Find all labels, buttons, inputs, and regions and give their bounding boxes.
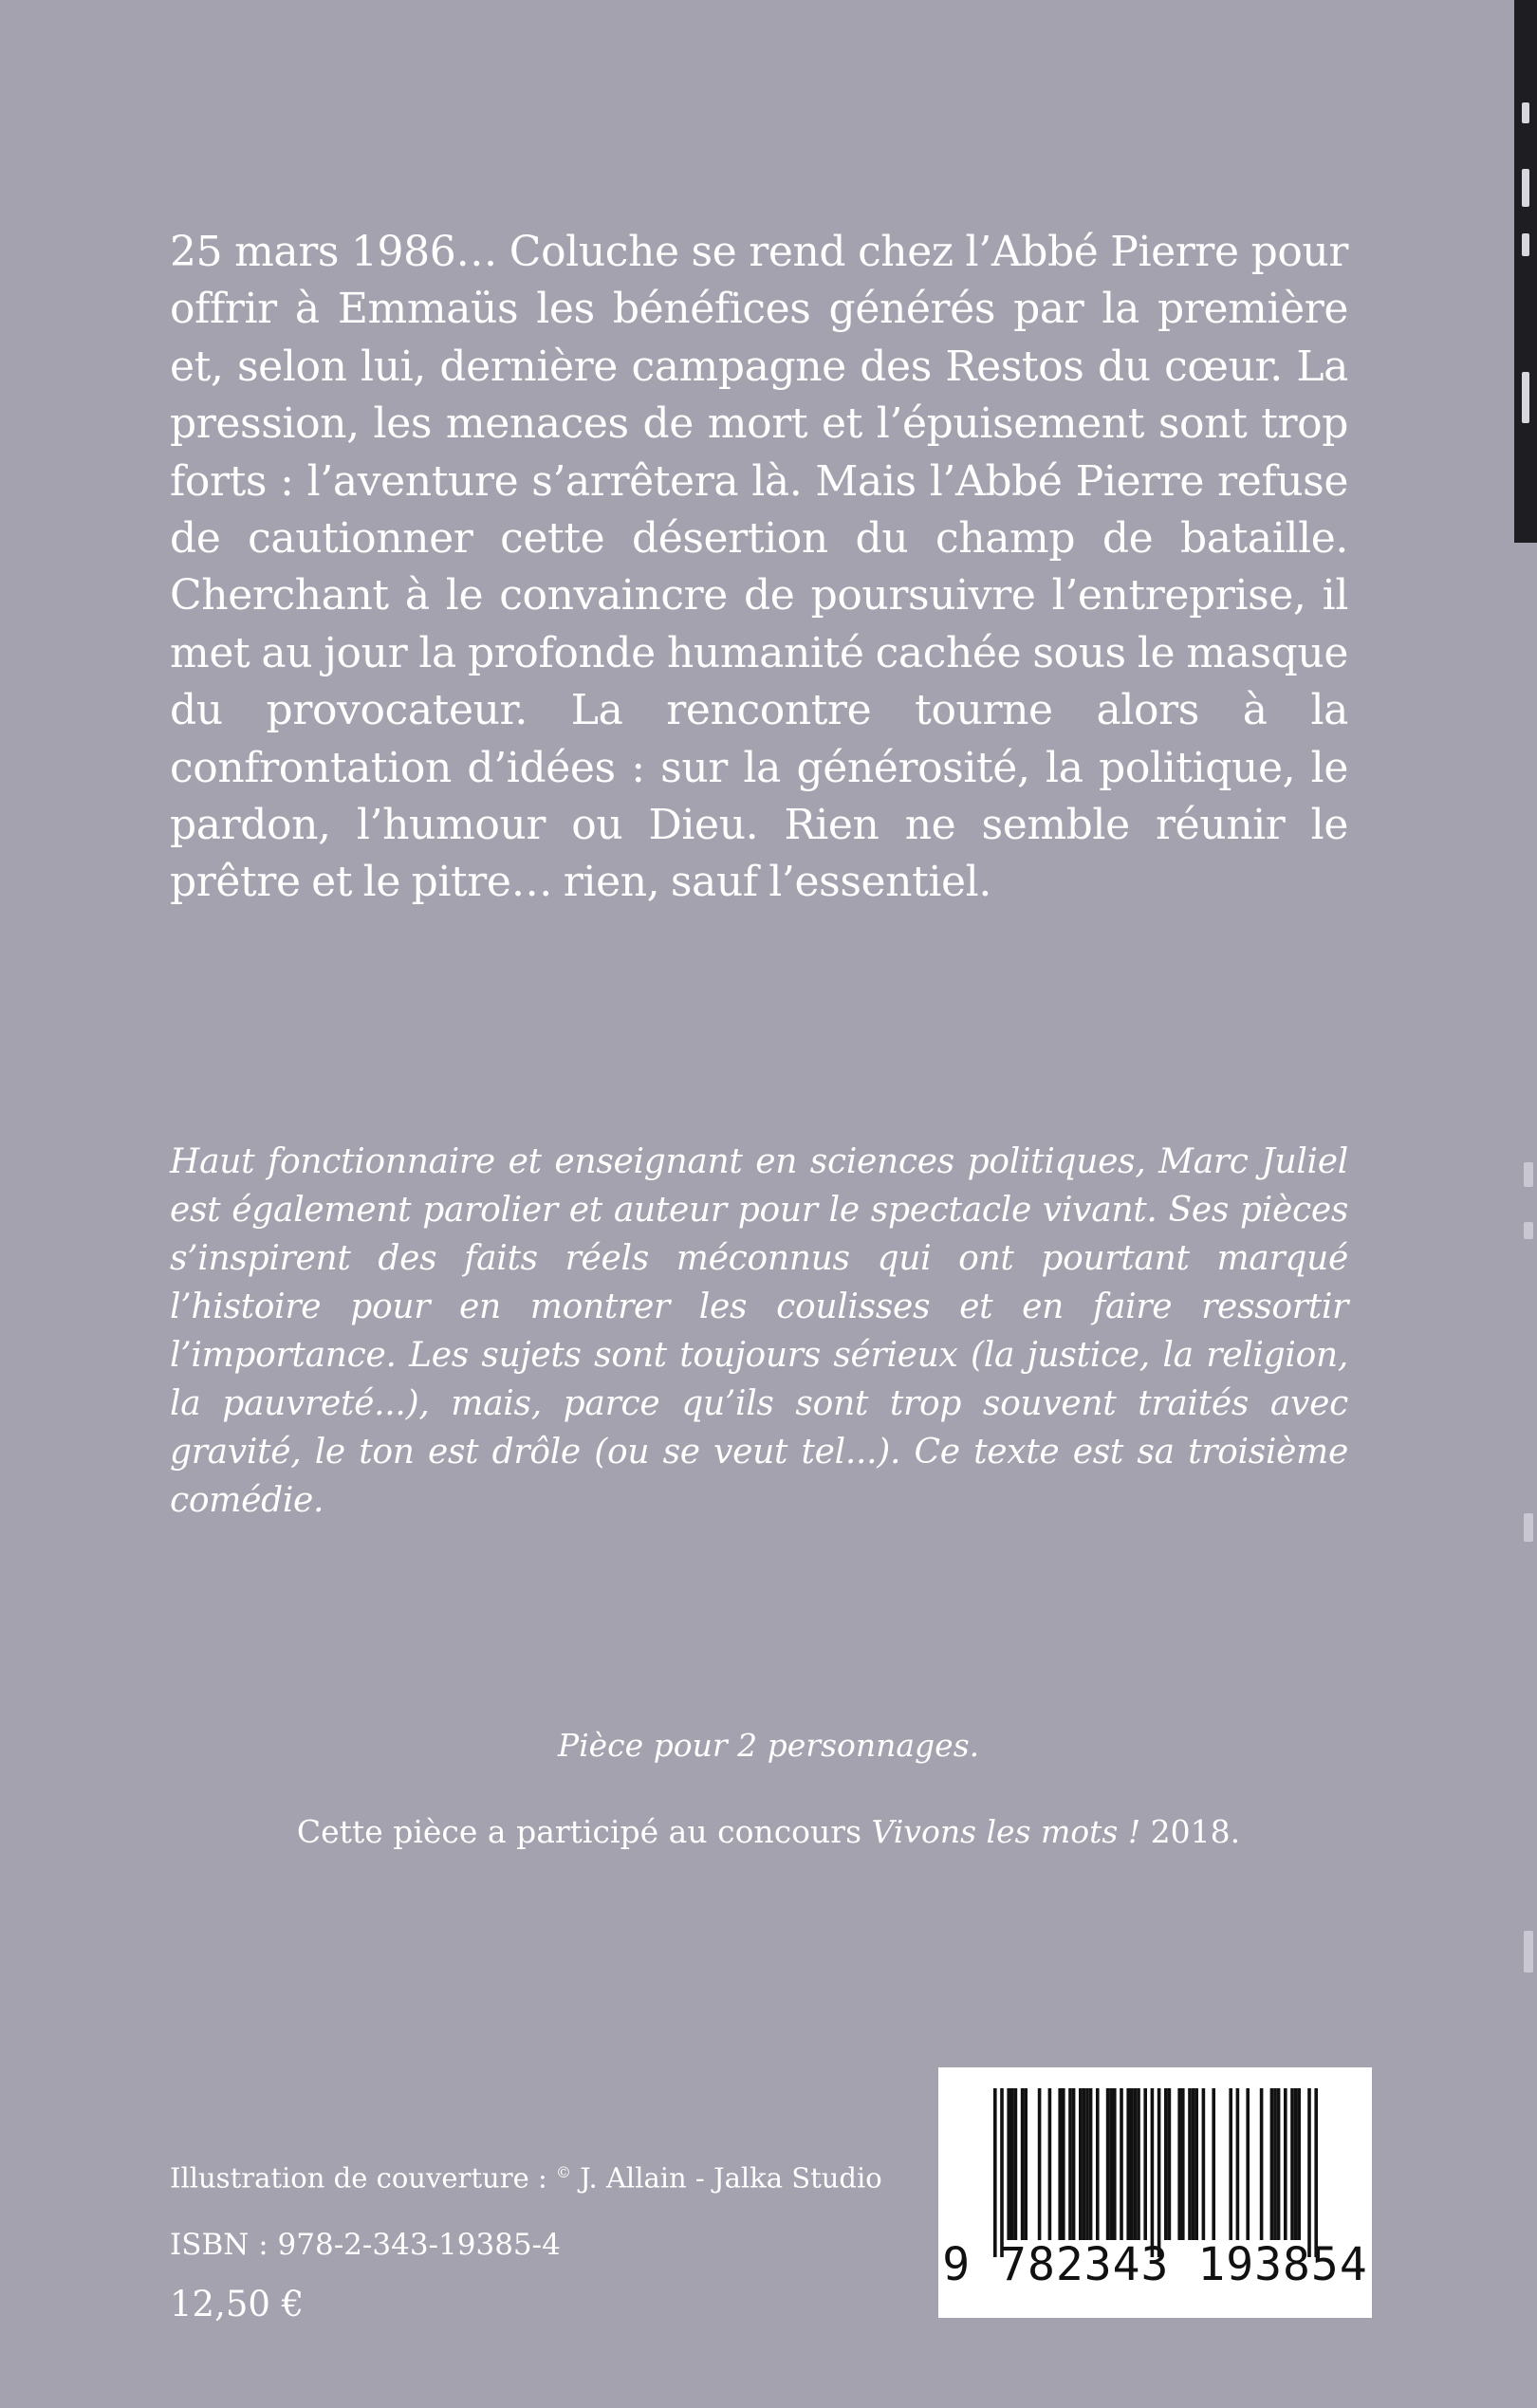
barcode-bar	[1058, 2088, 1062, 2240]
barcode-bar	[1072, 2088, 1076, 2240]
barcode-bar	[1192, 2088, 1195, 2240]
spine-title-mark	[1522, 169, 1529, 207]
barcode-bar	[1134, 2088, 1138, 2240]
contest-prefix: Cette pièce a participé au concours	[296, 1813, 872, 1850]
barcode-bar	[1212, 2088, 1215, 2240]
barcode-bar	[1113, 2088, 1117, 2240]
spine-title-mark	[1522, 102, 1529, 123]
spine-title-mark	[1522, 233, 1529, 256]
barcode-bar	[1202, 2088, 1206, 2240]
barcode-bar	[1024, 2088, 1028, 2240]
contest-title: Vivons les mots !	[871, 1813, 1141, 1850]
barcode-bar	[1260, 2088, 1264, 2240]
barcode-bar	[1307, 2088, 1311, 2257]
credit-label: Illustration de couverture :	[170, 2161, 556, 2195]
barcode-bar	[1083, 2088, 1086, 2240]
barcode-bar	[1000, 2088, 1004, 2257]
barcode-bar	[1106, 2088, 1110, 2240]
barcode-bar	[1038, 2088, 1042, 2240]
barcode-digits: 9 782343 193854	[942, 2238, 1368, 2291]
barcode-bar	[1137, 2088, 1140, 2240]
barcode	[938, 2067, 1372, 2318]
barcode-bar	[1120, 2088, 1123, 2240]
barcode-bar	[1109, 2088, 1113, 2240]
barcode-bar	[1270, 2088, 1274, 2240]
barcode-bar	[1014, 2088, 1018, 2240]
contest-suffix: 2018.	[1140, 1813, 1241, 1850]
barcode-bar	[1157, 2088, 1161, 2257]
barcode-bar	[1229, 2088, 1232, 2240]
credit-name: J. Allain - Jalka Studio	[570, 2161, 882, 2195]
barcode-bar	[1168, 2088, 1172, 2240]
barcode-bar	[1177, 2088, 1181, 2240]
barcode-bar	[1294, 2088, 1298, 2240]
barcode-bar	[1194, 2088, 1198, 2240]
barcode-bar	[1010, 2088, 1014, 2240]
author-bio: Haut fonctionnaire et enseignant en sciences politiques, Marc Juliel est également parolier et auteur pour le spectacle vivant. Ses pièces s’inspirent des faits réels méconnus qui ont pourtant marqué l’histoire pour en montrer les coulisses et en faire ressortir l’importance. Les sujets sont toujours sérieux (la justice, la religion, la pauvreté...), mais, parce qu’ils sont trop souvent traités avec gravité, le ton est drôle (ou se veut tel...). Ce texte est sa troisième comédie.	[170, 1142, 1348, 1520]
spine-title-mark	[1522, 372, 1529, 423]
barcode-bar	[1130, 2088, 1134, 2240]
barcode-bar	[1181, 2088, 1185, 2240]
barcode-bar	[1290, 2088, 1294, 2240]
barcode-bar	[1151, 2088, 1155, 2257]
copyright-symbol: ©	[555, 2163, 571, 2181]
barcode-bar	[1007, 2088, 1010, 2240]
edge-mark	[1524, 1513, 1533, 1542]
barcode-bar	[1284, 2088, 1287, 2240]
barcode-bar	[1048, 2088, 1052, 2240]
barcode-bar	[1143, 2088, 1147, 2240]
barcode-bar	[1246, 2088, 1250, 2240]
spine-strip	[1514, 0, 1537, 543]
barcode-bar	[1236, 2088, 1240, 2240]
cast-note: Pièce pour 2 personnages.	[557, 1727, 980, 1764]
barcode-bar	[1089, 2088, 1093, 2240]
illustration-credit	[170, 2154, 882, 2197]
barcode-bar	[1126, 2088, 1130, 2240]
isbn: ISBN : 978-2-343-19385-4	[170, 2228, 561, 2262]
edge-mark	[1524, 1931, 1533, 1973]
barcode-bar	[1297, 2088, 1301, 2240]
barcode-bar	[993, 2088, 997, 2257]
barcode-bar	[1021, 2088, 1025, 2240]
price: 12,50 €	[170, 2284, 305, 2325]
barcode-bar	[1273, 2088, 1277, 2240]
barcode-bar	[1277, 2088, 1281, 2240]
contest-note	[0, 1811, 1537, 1853]
barcode-bar	[1164, 2088, 1168, 2240]
barcode-bar	[1062, 2088, 1065, 2240]
synopsis-text: 25 mars 1986… Coluche se rend chez l’Abbé Pierre pour offrir à Emmaüs les bénéfices générés par la première et, selon lui, dernière campagne des Restos du cœur. La pression, les menaces de mort et l’épuisement sont trop forts : l’aventure s’arrêtera là. Mais l’Abbé Pierre refuse de cautionner cette désertion du champ de bataille. Cherchant à le convaincre de poursuivre l’entreprise, il met au jour la profonde humanité cachée sous le masque du provocateur. La rencontre tourne alors à la confrontation d’idées : sur la générosité, la politique, le pardon, l’humour ou Dieu. Rien ne semble réunir le prêtre et le pitre… rien, sauf l’essentiel.	[170, 228, 1348, 907]
barcode-bar	[1096, 2088, 1100, 2240]
barcode-bar	[1068, 2088, 1072, 2240]
edge-mark	[1524, 1162, 1533, 1187]
barcode-bar	[1188, 2088, 1192, 2240]
barcode-bar	[1085, 2088, 1089, 2240]
barcode-bar	[1079, 2088, 1083, 2240]
edge-mark	[1524, 1222, 1533, 1239]
barcode-bar	[1314, 2088, 1318, 2257]
